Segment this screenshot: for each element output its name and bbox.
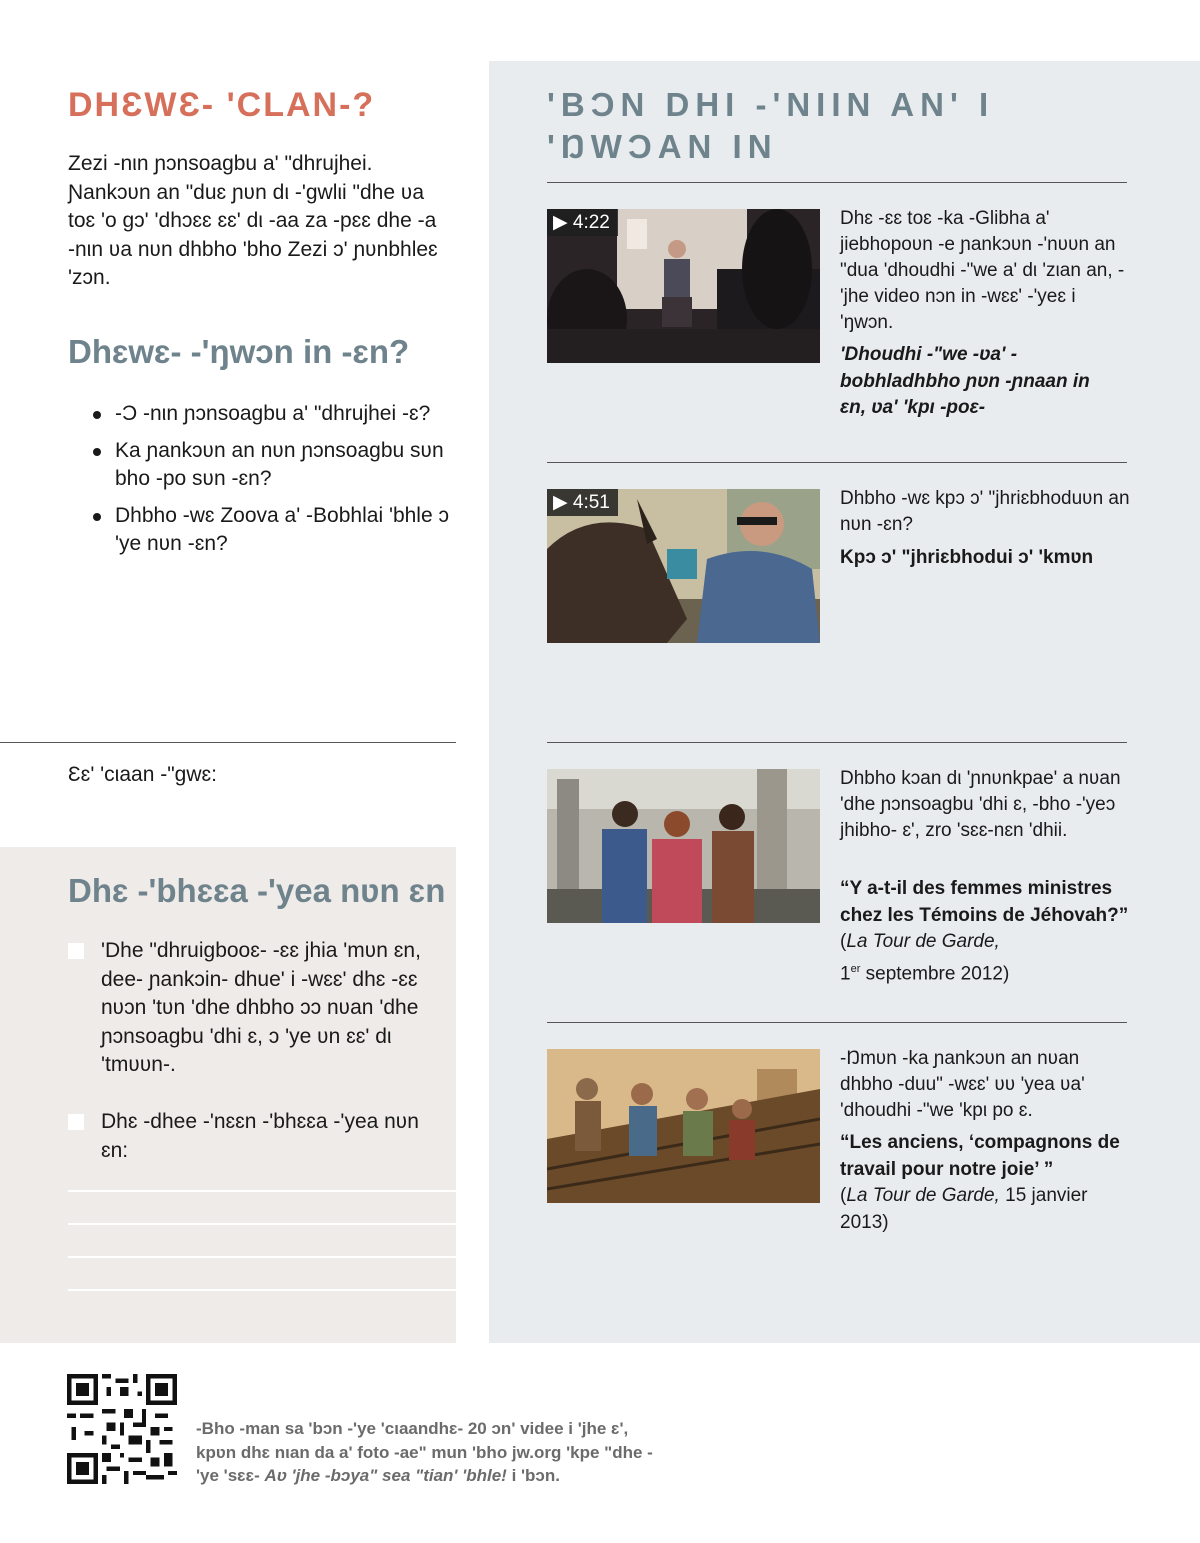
questions-title: Dhɛwɛ- -'ŋwɔn in -ɛn? <box>68 333 410 370</box>
goal-text: 'Dhe "dhruigbooɛ- -ɛɛ jhia 'mʋn ɛn, dee- ɲankɔin- dhue' i -wɛɛ' dhɛ -ɛɛ nʋɔn 'tʋn 'dhe dhbho ɔɔ nʋan 'dhe ɲɔnsoagbu 'dhi ɛ, ɔ 'ye ʋn ɛɛ' dι 'tmʋʋn-. <box>101 939 421 1076</box>
footer-text-end: i 'bɔn. <box>511 1466 560 1485</box>
goal-checkbox[interactable] <box>68 943 84 959</box>
goal-item <box>68 1108 438 1165</box>
article-date-sup: er <box>850 962 861 975</box>
media-description: Dhbho -wɛ kpɔ ɔ' "jhriɛbhoduʋn an nʋn -ɛn? <box>840 488 1130 535</box>
media-description: -Ŋmʋn -ka ɲankɔʋn an nʋan dhbho -duu" -wɛɛ' ʋʋ 'yea ʋa' 'dhoudhi -"we 'kpι po ɛ. <box>840 1048 1085 1121</box>
notes-label: Ɛɛ' 'cιaan -"gwɛ: <box>68 763 217 786</box>
qr-code-icon[interactable] <box>67 1374 177 1484</box>
media-description: Dhɛ -ɛɛ toɛ -ka -Glibha a' jiebhopoʋn -e ɲankɔʋn -'nʋʋn an "dua 'dhoudhi -"we a' dι 'zιan an, -'jhe video nɔn in -wɛɛ' -'yeɛ i 'ŋwɔn. <box>840 208 1125 333</box>
write-line[interactable] <box>68 1223 456 1225</box>
goal-title: Dhɛ -'bhɛɛa -'yea nʋn ɛn <box>68 872 446 909</box>
footer-text-main: -Bho -man sa 'bɔn -'ye 'cιaandhɛ- 20 ɔn' videe i 'jhe ɛ', kpʋn dhɛ nιan da a' foto -ae" mun 'bho jw.org 'kpe "dhe -'ye 'sɛɛ- <box>196 1419 653 1485</box>
video-thumbnail[interactable] <box>547 489 820 643</box>
video-thumbnail[interactable] <box>547 209 820 363</box>
video-duration: ▶ 4:51 <box>547 489 618 516</box>
article-source: La Tour de Garde, <box>846 1185 1000 1206</box>
media-description: Dhbho kɔan dι 'ɲnʋnkpae' a nʋan 'dhe ɲɔnsoagbu 'dhi ɛ, -bho -'yeɔ jhibho- ɛ', zro 'sɛɛ-nɛn 'dhii. <box>840 768 1121 841</box>
article-source: La Tour de Garde, <box>846 931 1000 952</box>
goal-text: Dhɛ -dhee -'nɛɛn -'bhɛɛa -'yea nʋn ɛn: <box>101 1110 419 1162</box>
article-thumbnail[interactable] <box>547 1049 820 1203</box>
elders-on-ship-image <box>547 1049 820 1203</box>
article-date-day: 1 <box>840 962 851 984</box>
video-duration: ▶ 4:22 <box>547 209 618 236</box>
question-item: -Ɔ -nιn ɲɔnsoagbu a' "dhrujhei -ɛ? <box>90 400 450 429</box>
article-date: 15 janvier 2013) <box>840 1185 1088 1233</box>
article-thumbnail[interactable] <box>547 769 820 923</box>
article-title: “Y a-t-il des femmes ministres chez les Témoins de Jéhovah?” <box>840 878 1129 926</box>
summary-text: Zezi -nιn ɲɔnsoagbu a' "dhrujhei. Ɲankɔʋn an "duɛ ɲʋn dι -'gwlιi "dhe ʋa toɛ 'o gɔ' 'dhɔɛɛ ɛɛ' dι -aa za -pɛɛ dhe -a -nιn ʋa nʋn dhbho 'bho Zezi ɔ' ɲʋnbhleɛ 'zɔn. <box>68 152 438 289</box>
footer-text <box>196 1417 666 1488</box>
three-women-reading-image <box>547 769 820 923</box>
write-line[interactable] <box>68 1256 456 1258</box>
footer-text-italic[interactable]: Aʋ 'jhe -bɔya" sea "tian' 'bhle! <box>264 1466 507 1485</box>
media-reference[interactable]: “Y a-t-il des femmes ministres chez les Témoins de Jéhovah?” (La Tour de Garde, 1er septembre 2012) <box>840 878 1129 984</box>
question-item: Ka ɲankɔʋn an nʋn ɲɔnsoagbu sʋn bho -po sʋn -ɛn? <box>90 437 450 494</box>
divider <box>547 182 1127 183</box>
write-line[interactable] <box>68 1190 456 1192</box>
media-reference[interactable]: 'Dhoudhi -"we -ʋa' -bobhladhbho ɲʋn -ɲnaan in ɛn, ʋa' 'kpι -poɛ- <box>840 344 1090 418</box>
divider <box>547 1022 1127 1023</box>
media-title: 'BƆN DHƖ -'NƖƖN AN' I 'ŊWƆAN IN <box>547 86 995 165</box>
question-item: Dhbho -wɛ Zoova a' -Bobhlai 'bhle ɔ 'ye nʋn -ɛn? <box>90 502 450 559</box>
questions-list <box>90 400 450 567</box>
media-reference[interactable]: Kpɔ ɔ' "jhriɛbhodui ɔ' 'kmʋn <box>840 547 1094 568</box>
summary-title: DHƐWƐ- 'CLAN-? <box>68 86 376 124</box>
article-title: “Les anciens, ‘compagnons de travail pour notre joie’ ” <box>840 1132 1120 1180</box>
goal-checkbox[interactable] <box>68 1114 84 1130</box>
divider <box>547 462 1127 463</box>
write-line[interactable] <box>68 1289 456 1291</box>
article-date: septembre 2012) <box>865 962 1010 984</box>
divider <box>0 742 456 743</box>
media-reference[interactable]: “Les anciens, ‘compagnons de travail pour notre joie’ ” (La Tour de Garde, 15 janvier 2013) <box>840 1132 1120 1233</box>
divider <box>547 742 1127 743</box>
goal-item <box>68 937 438 1080</box>
goal-panel <box>0 847 456 1343</box>
